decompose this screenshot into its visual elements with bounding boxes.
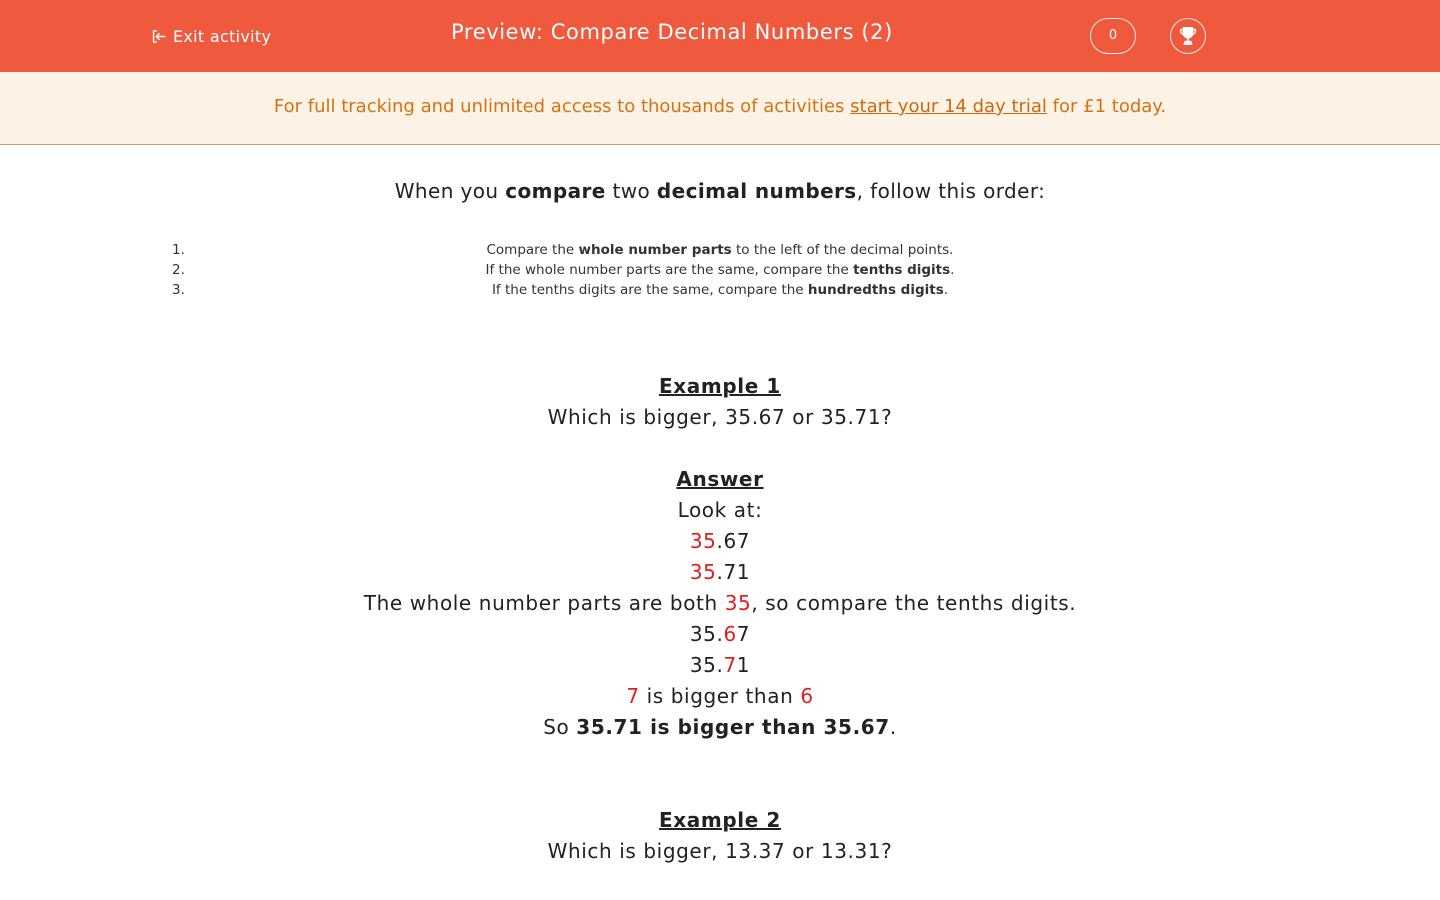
step-item: [0, 240, 1440, 260]
number-line: 35.67: [689, 529, 751, 553]
example-2: [0, 805, 1440, 867]
step-text: Compare the whole number parts to the left of the decimal points.: [486, 242, 954, 258]
example-2-heading: Example 2: [659, 808, 781, 832]
comparison-line: 7 is bigger than 6: [626, 684, 814, 708]
answer-heading: Answer: [676, 467, 764, 491]
look-at-text: Look at:: [677, 498, 763, 522]
intro-bold-compare: compare: [505, 179, 606, 203]
trial-banner: [0, 72, 1440, 145]
step-item: [0, 260, 1440, 280]
spacer: [0, 433, 1440, 464]
step-text: If the whole number parts are the same, compare the tenths digits.: [485, 262, 955, 278]
score-badge: 0: [1090, 18, 1136, 54]
intro-part: , follow this order:: [856, 179, 1046, 203]
example-2-question: Which is bigger, 13.37 or 13.31?: [547, 839, 893, 863]
intro-part: When you: [394, 179, 506, 203]
step-number: 1.: [172, 242, 185, 258]
banner-text-suffix: for £1 today.: [1046, 96, 1167, 117]
trophy-icon: [1177, 25, 1199, 47]
number-line: 35.71: [689, 560, 751, 584]
example-1-heading: Example 1: [659, 374, 781, 398]
step-number: 2.: [172, 262, 185, 278]
page-title: Preview: Compare Decimal Numbers (2): [451, 20, 893, 44]
example-1-question: Which is bigger, 35.67 or 35.71?: [547, 405, 893, 429]
whole-number-explanation: The whole number parts are both 35, so compare the tenths digits.: [363, 591, 1077, 615]
example-1: [0, 371, 1440, 743]
number-line: 35.67: [689, 622, 751, 646]
step-number: 3.: [172, 282, 185, 298]
start-trial-link[interactable]: start your 14 day trial: [850, 96, 1047, 117]
trophy-button[interactable]: [1170, 18, 1206, 54]
intro-part: two: [605, 179, 657, 203]
steps-list: [0, 240, 1440, 300]
conclusion-line: So 35.71 is bigger than 35.67.: [543, 715, 897, 739]
number-line: 35.71: [689, 653, 751, 677]
step-text: If the tenths digits are the same, compare the hundredths digits.: [491, 282, 949, 298]
exit-activity-label: Exit activity: [173, 26, 272, 46]
step-item: [0, 280, 1440, 300]
activity-content: [0, 145, 1440, 900]
intro-text: [0, 179, 1440, 203]
banner-text-prefix: For full tracking and unlimited access to thousands of activities: [273, 96, 851, 117]
top-bar: [0, 0, 1440, 72]
intro-bold-decimal-numbers: decimal numbers: [656, 179, 857, 203]
